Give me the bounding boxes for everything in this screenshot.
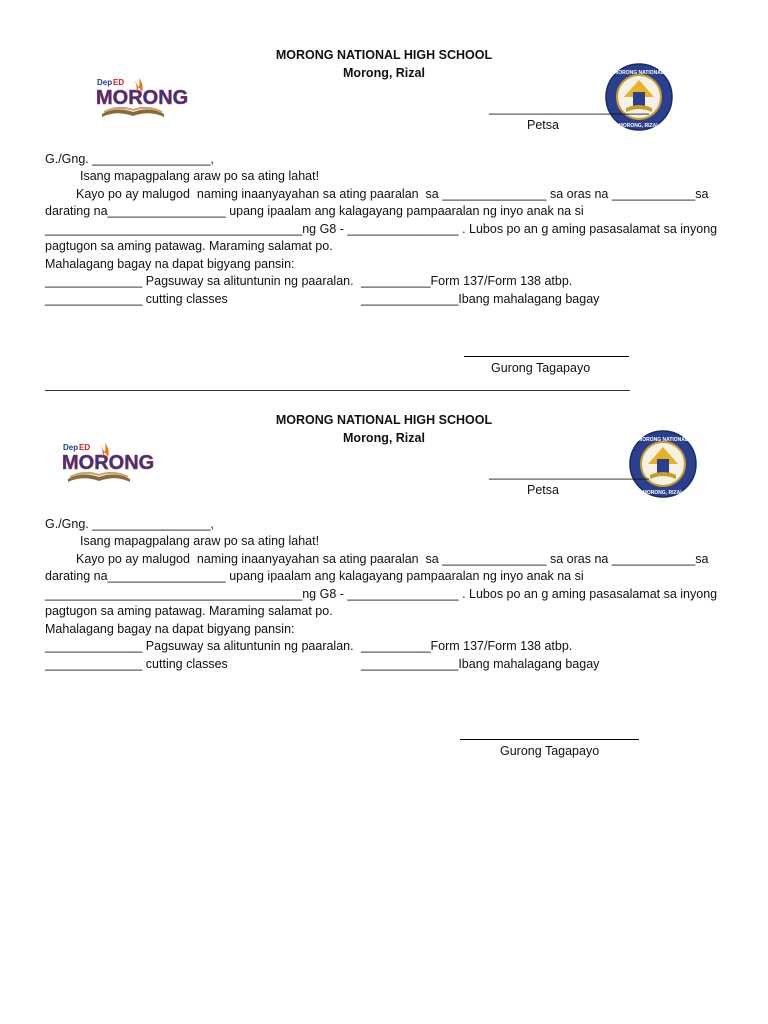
signature-line [460,739,639,740]
letter-top [0,0,768,380]
checklist-item: ______________ Pagsuway sa alituntunin ng paaralan. [45,274,354,288]
signature-label: Gurong Tagapayo [491,361,591,375]
svg-text:MORONG: MORONG [96,87,189,109]
body-line-3: _____________________________________ng G8 - ________________ . Lubos po an g aming pasasalamat sa inyong [45,587,718,601]
svg-text:ED: ED [79,443,91,452]
school-name: MORONG NATIONAL HIGH SCHOOL [275,48,493,62]
svg-text:MORONG, RIZAL: MORONG, RIZAL [642,490,684,496]
checklist-item: ______________ cutting classes [45,292,228,306]
svg-text:MORONG NATIONAL: MORONG NATIONAL [614,70,664,76]
body-line-2: darating na_________________ upang ipaalam ang kalagayang pampaaralan ng inyo anak na si [45,204,584,218]
date-label: Petsa [527,118,559,132]
svg-text:Dep: Dep [63,443,79,452]
school-location: Morong, Rizal [343,66,425,80]
body-line-1: Kayo po ay malugod naming inaanyayahan sa ating paaralan sa _______________ sa oras na ____________sa [76,552,709,566]
checklist-item: ______________Ibang mahalagang bagay [361,292,600,306]
body-line-4: pagtugon sa aming patawag. Maraming salamat po. [45,604,333,618]
svg-text:MORONG, RIZAL: MORONG, RIZAL [618,123,660,129]
salutation: G./Gng. _________________, [45,517,214,531]
checklist-item: ______________Ibang mahalagang bagay [361,657,600,671]
date-blank: _______________________ [489,101,649,115]
school-seal [604,34,674,160]
checklist-item: ______________ cutting classes [45,657,228,671]
body-line-1: Kayo po ay malugod naming inaanyayahan sa ating paaralan sa _______________ sa oras na ____________sa [76,187,709,201]
salutation: G./Gng. _________________, [45,152,214,166]
date-label: Petsa [527,483,559,497]
greeting: Isang mapagpalang araw po sa ating lahat! [80,169,320,183]
body-line-3: _____________________________________ng G8 - ________________ . Lubos po an g aming pasasalamat sa inyong [45,222,718,236]
body-line-4: pagtugon sa aming patawag. Maraming salamat po. [45,239,333,253]
notice-heading: Mahalagang bagay na dapat bigyang pansin: [45,257,295,271]
svg-text:MORONG: MORONG [62,452,155,474]
checklist-item: __________Form 137/Form 138 atbp. [361,274,573,288]
svg-text:ED: ED [113,78,125,87]
school-seal [628,401,698,527]
school-location: Morong, Rizal [343,431,425,445]
notice-heading: Mahalagang bagay na dapat bigyang pansin: [45,622,295,636]
signature-label: Gurong Tagapayo [500,744,600,758]
signature-line [464,356,629,357]
checklist-item: ______________ Pagsuway sa alituntunin ng paaralan. [45,639,354,653]
date-blank: _______________________ [489,466,649,480]
greeting: Isang mapagpalang araw po sa ating lahat! [80,534,320,548]
letter-bottom [0,365,768,745]
checklist-item: __________Form 137/Form 138 atbp. [361,639,573,653]
body-line-2: darating na_________________ upang ipaalam ang kalagayang pampaaralan ng inyo anak na si [45,569,584,583]
school-name: MORONG NATIONAL HIGH SCHOOL [275,413,493,427]
svg-text:Dep: Dep [97,78,113,87]
svg-text:MORONG NATIONAL: MORONG NATIONAL [638,437,688,443]
